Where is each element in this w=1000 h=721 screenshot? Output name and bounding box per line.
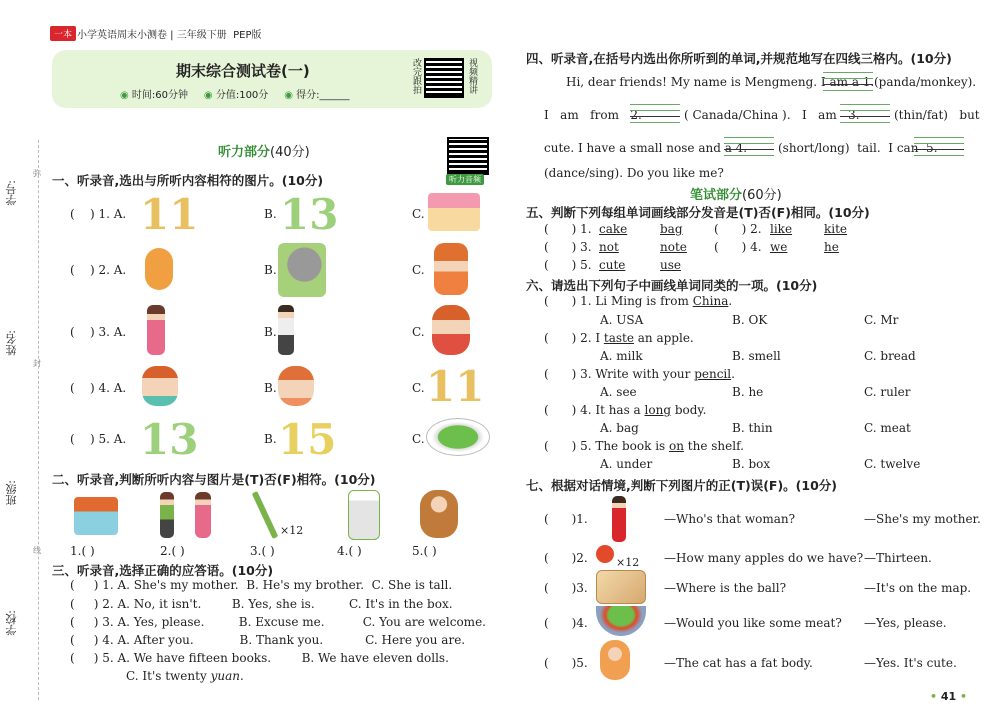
tiger-image	[145, 248, 173, 290]
qr2-label: 视频精讲	[467, 58, 477, 94]
s5-r3-p1: ( ) 5.	[544, 258, 592, 272]
s5-r2-p2: ( ) 4.	[714, 240, 762, 254]
s7-r4-n: ( )4.	[544, 616, 588, 630]
s6-r4-q	[544, 403, 706, 417]
s7-r5-a: —Yes. It's cute.	[864, 656, 957, 670]
s2-item5: 5.( )	[412, 544, 437, 558]
s3-row3: ( ) 3. A. Yes, please. B. Excuse me. C. You are welcome.	[70, 615, 486, 629]
s7-r2-q: —How many apples do we have?	[664, 551, 864, 565]
grade-name: 三年级下册	[176, 30, 227, 41]
listen-qr-icon[interactable]	[447, 137, 489, 175]
s4-line4a: (dance/sing). Do you like me?	[544, 166, 724, 180]
brand-badge: 一本	[50, 26, 76, 41]
s6-r1-b: B. OK	[732, 313, 768, 327]
s1-row1-num: ( ) 1. A.	[70, 207, 127, 221]
number-11-image: 11	[140, 190, 199, 239]
s6-r5-q	[544, 439, 744, 453]
ball-box-image	[74, 497, 118, 535]
s4-blank4[interactable]	[724, 137, 774, 155]
listen-audio-label: 听力音频	[446, 174, 484, 185]
s7-r2-a: —Thirteen.	[864, 551, 932, 565]
s3-row5: ( ) 5. A. We have fifteen books. B. We have eleven dolls.	[70, 651, 449, 665]
s4-title: 四、听录音,在括号内选出你所听到的单词,并规范地写在四线三格内。(10分)	[526, 51, 952, 66]
s1-row5-c: C.	[412, 432, 425, 446]
s7-r3-a: —It's on the map.	[864, 581, 972, 595]
s6-r4-qtext: ( ) 4. It has a	[544, 403, 645, 417]
s7-r4-a: —Yes, please.	[864, 616, 947, 630]
s7-r4-q: —Would you like some meat?	[664, 616, 842, 630]
milk-image	[348, 490, 380, 540]
s3-row6-text: C. It's twenty	[126, 669, 207, 683]
s1-row4-b: B.	[264, 381, 277, 395]
s3-row1: ( ) 1. A. She's my mother. B. He's my brother. C. She is tall.	[70, 578, 453, 592]
s4-blank5[interactable]	[914, 137, 964, 155]
s5-r1-w3: like	[770, 222, 793, 236]
listening-heading	[218, 141, 310, 160]
boy-image	[434, 243, 468, 295]
s6-r4-b: B. thin	[732, 421, 773, 435]
s1-row2-label: 2. A.	[98, 263, 127, 277]
page-number: • 41 •	[930, 690, 968, 703]
s4-blank1[interactable]	[823, 72, 873, 90]
side-banji: 班级:	[5, 480, 18, 506]
s3-row2: ( ) 2. A. No, it isn't. B. Yes, she is. C. It's in the box.	[70, 597, 453, 611]
s6-r2-end: an apple.	[633, 331, 694, 345]
header-series: 小学英语周末小测卷 | 三年级下册 PEP版	[77, 30, 262, 41]
cat-image	[600, 640, 630, 680]
s5-r1-p1: ( ) 1.	[544, 222, 592, 236]
s6-r5-b: B. box	[732, 457, 771, 471]
monkey-image	[420, 490, 458, 538]
got-label: 得分:	[296, 90, 320, 101]
seal-mark-1: 弥	[33, 169, 41, 178]
written-heading-text: 笔试部分	[690, 188, 743, 203]
s3-row6	[126, 669, 244, 683]
girl-image	[432, 305, 470, 355]
s6-r1-end: .	[728, 294, 733, 308]
series-name: 小学英语周末小测卷	[77, 30, 167, 41]
qr-code-icon[interactable]	[424, 58, 464, 98]
page-number-text: 41	[940, 690, 957, 703]
s4-line2c: (thin/fat) but	[894, 108, 980, 122]
s6-r3-under: pencil	[694, 367, 732, 381]
written-heading	[690, 184, 782, 203]
listening-heading-score: (40分)	[270, 145, 310, 160]
s3-yuan: yuan.	[210, 669, 244, 683]
seal-mark-3: 线	[33, 546, 41, 555]
s5-title: 五、判断下列每组单词画线部分发音是(T)否(F)相同。(10分)	[526, 205, 870, 220]
s6-r3-c: C. ruler	[864, 385, 911, 399]
boy-standing-image	[160, 492, 174, 538]
time-label: 时间:60分钟	[131, 90, 189, 101]
s6-r1-c: C. Mr	[864, 313, 899, 327]
s6-title: 六、请选出下列句子中画线单词同类的一项。(10分)	[526, 278, 818, 293]
number-15-image: 15	[278, 415, 337, 464]
s6-r2-q	[544, 331, 694, 345]
s7-r5-q: —The cat has a fat body.	[664, 656, 813, 670]
user-icon: ◉	[203, 90, 213, 101]
s1-row1-b: B.	[264, 207, 277, 221]
s1-row5-b: B.	[264, 432, 277, 446]
s6-r2-qtext: ( ) 2. I	[544, 331, 604, 345]
s5-r1-w1: cake	[599, 222, 628, 236]
number-11-image-c: 11	[426, 362, 485, 411]
s7-r2-extra: ×12	[616, 556, 640, 569]
s6-r2-a: A. milk	[600, 349, 643, 363]
s1-row2-num: ( ) 2. A.	[70, 263, 127, 277]
s7-r3-q: —Where is the ball?	[664, 581, 787, 595]
s6-r1-under: China	[692, 294, 729, 308]
s6-r2-c: C. bread	[864, 349, 916, 363]
s6-r5-qtext: ( ) 5. The book is	[544, 439, 670, 453]
s4-line3b: (short/long) tail. I can 5.	[778, 141, 938, 155]
s3-title: 三、听录音,选择正确的应答语。(10分)	[52, 563, 274, 578]
woman-red-dress-image	[612, 496, 626, 542]
s6-r1-a: A. USA	[600, 313, 644, 327]
s6-r1-q	[544, 294, 732, 308]
s6-r2-under: taste	[603, 331, 634, 345]
page-title: 期末综合测试卷(一)	[176, 62, 310, 80]
s4-blank2[interactable]	[630, 104, 680, 122]
s6-r3-q	[544, 367, 735, 381]
s1-row3-num: ( ) 3. A.	[70, 325, 127, 339]
girl-face-image	[278, 366, 314, 406]
edition-name: PEP版	[233, 30, 262, 41]
s6-r4-end: body.	[671, 403, 707, 417]
man-image	[278, 305, 294, 355]
s3-row4: ( ) 4. A. After you. B. Thank you. C. Here you are.	[70, 633, 466, 647]
s6-r4-c: C. meat	[864, 421, 911, 435]
s2-item2: 2.( )	[160, 544, 185, 558]
s6-r3-b: B. he	[732, 385, 764, 399]
pen-icon: ◉	[284, 90, 293, 101]
s6-r4-under: long	[644, 403, 672, 417]
s5-r2-w1: not	[599, 240, 619, 254]
s7-r2-n: ( )2.	[544, 551, 588, 565]
pencil-count: ×12	[280, 524, 304, 537]
score-label: 分值:100分	[215, 90, 269, 101]
s1-row2-c: C.	[412, 263, 425, 277]
s2-item3: 3.( )	[250, 544, 275, 558]
s6-r5-c: C. twelve	[864, 457, 921, 471]
qr1-label: 改完跟拍	[411, 58, 421, 94]
s6-r3-end: .	[731, 367, 735, 381]
s4-blank3[interactable]	[840, 104, 890, 122]
s1-row1-label: 1. A.	[98, 207, 127, 221]
s6-r2-b: B. smell	[732, 349, 781, 363]
s4-line2a: I am from 2.	[544, 108, 642, 122]
s1-row3-label: 3. A.	[98, 325, 127, 339]
s5-r2-w2: note	[660, 240, 687, 254]
meta-row: ◉ 时间:60分钟 ◉ 分值:100分 ◉ 得分:______	[120, 90, 350, 101]
s5-r1-w2: bag	[660, 222, 683, 236]
listening-heading-text: 听力部分	[218, 145, 271, 160]
seal-mark-2: 封	[33, 359, 41, 368]
s2-item1: 1.( )	[70, 544, 95, 558]
koala-image	[278, 243, 326, 297]
s6-r3-qtext: ( ) 3. Write with your	[544, 367, 695, 381]
ball-on-map-image	[596, 570, 646, 604]
s7-r3-n: ( )3.	[544, 581, 588, 595]
s1-row5-label: 5. A.	[98, 432, 127, 446]
s1-row4-num: ( ) 4. A.	[70, 381, 127, 395]
s6-r3-a: A. see	[600, 385, 637, 399]
s7-r1-q: —Who's that woman?	[664, 512, 796, 526]
s1-row5-num: ( ) 5. A.	[70, 432, 127, 446]
s6-r5-under: on	[669, 439, 684, 453]
seal-line	[38, 140, 39, 700]
boy-face-image	[142, 366, 178, 406]
s7-r5-n: ( )5.	[544, 656, 588, 670]
s5-r1-w4: kite	[824, 222, 848, 236]
number-13-image-a: 13	[140, 415, 199, 464]
s7-r1-a: —She's my mother.	[864, 512, 981, 526]
vegetables-image	[426, 418, 490, 456]
s6-r5-a: A. under	[600, 457, 653, 471]
s7-title: 七、根据对话情境,判断下列图片的正(T)误(F)。(10分)	[526, 478, 837, 493]
number-13-image: 13	[280, 190, 339, 239]
s6-r5-end: the shelf.	[683, 439, 744, 453]
s5-r3-w1: cute	[599, 258, 626, 272]
s6-r1-qtext: ( ) 1. Li Ming is from	[544, 294, 693, 308]
s1-row2-b: B.	[264, 263, 277, 277]
s1-row4-c: C.	[412, 381, 425, 395]
s2-title: 二、听录音,判断所听内容与图片是(T)否(F)相符。(10分)	[52, 472, 376, 487]
apple-image	[596, 545, 614, 563]
salad-bowl-image	[596, 606, 646, 636]
s4-line1a: Hi, dear friends! My name is Mengmeng. I am a 1.	[566, 75, 875, 89]
s5-r2-w4: he	[824, 240, 839, 254]
s4-line1b: (panda/monkey).	[874, 75, 977, 89]
s5-r2-p1: ( ) 3.	[544, 240, 592, 254]
s7-r1-n: ( )1.	[544, 512, 588, 526]
s5-r2-w3: we	[770, 240, 788, 254]
s4-line3a: cute. I have a small nose and a 4.	[544, 141, 748, 155]
s5-r3-w2: use	[660, 258, 681, 272]
s5-r1-p2: ( ) 2.	[714, 222, 762, 236]
s1-title: 一、听录音,选出与所听内容相符的图片。(10分)	[52, 173, 324, 188]
clock-icon: ◉	[120, 90, 129, 101]
s1-row3-b: B.	[264, 325, 277, 339]
woman-image	[147, 305, 165, 355]
written-heading-score: (60分)	[742, 188, 782, 203]
pencil-image	[252, 491, 279, 539]
s2-item4: 4.( )	[337, 544, 362, 558]
girl-standing-image	[195, 492, 211, 538]
s1-row1-c: C.	[412, 207, 425, 221]
s1-row4-label: 4. A.	[98, 381, 127, 395]
side-xuehao: 学号:	[5, 180, 18, 206]
side-xuexiao: 学校:	[5, 610, 18, 636]
s6-r4-a: A. bag	[600, 421, 639, 435]
side-xingming: 姓名:	[5, 330, 18, 356]
s4-line2b: ( Canada/China ). I am 3.	[684, 108, 860, 122]
s1-row3-c: C.	[412, 325, 425, 339]
cake-image	[428, 193, 480, 231]
